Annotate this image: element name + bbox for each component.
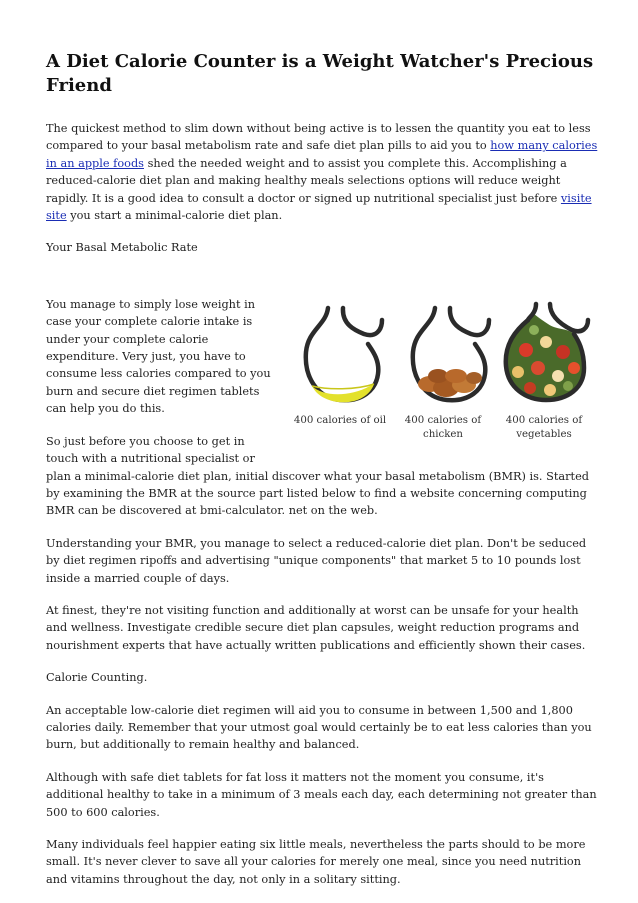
caption-vegetables: 400 calories of vegetables [505, 414, 583, 440]
stomach-oil-graphic [306, 308, 382, 402]
stomach-chicken-graphic [413, 308, 489, 400]
visite-site-link[interactable]: visite site [46, 191, 592, 223]
caption-oil: 400 calories of oil [293, 414, 387, 426]
calories-apple-link[interactable]: how many calories in an apple foods [46, 139, 598, 170]
paragraph-3: Understanding your BMR, you manage to select a reduced-calorie diet plan. Don't be seduced by diet regimen ripoffs and advertising "unique components" that market 5 to 10 pounds lost inside a married couple of days. [46, 536, 587, 585]
intro-text-1: The quickest method to slim down without being active is to lessen the quantity you eat to less compared to your basal metabolism rate and safe diet plan pills to aid you to [46, 122, 591, 153]
paragraph-4: At finest, they're not visiting function and additionally at worst can be unsafe for your health and wellness. Investigate credible secure diet plan capsules, weight reduction programs and nourishment experts that have actually written publications and efficiently shown their cases. [46, 603, 586, 652]
stomach-vegetables-graphic [506, 304, 588, 400]
intro-text-3: you start a minimal-calorie diet plan. [66, 209, 283, 223]
page-title: A Diet Calorie Counter is a Weight Watcher's Precious Friend [46, 51, 594, 96]
section-heading-calorie-counting: Calorie Counting. [46, 671, 148, 685]
intro-text-2: shed the needed weight and to assist you complete this. Accomplishing a reduced-calorie diet plan and making healthy meals selections options will reduce weight rapidly. It is a good idea to consult a doctor or signed up nutritional specialist just before [46, 156, 567, 205]
intro-paragraph [46, 120, 598, 224]
document-page [46, 50, 598, 903]
caption-chicken: 400 calories of chicken [404, 414, 482, 440]
paragraph-5: An acceptable low-calorie diet regimen will aid you to consume in between 1,500 and 1,800 calories daily. Remember that your utmost goal would certainly be to eat less calories than you burn, but additionally to remain healthy and balanced. [46, 703, 592, 752]
stomach-calories-illustration [278, 290, 598, 460]
paragraph-7: Many individuals feel happier eating six little meals, nevertheless the parts should to be more small. It's never clever to save all your calories for merely one meal, since you need nutrition and vitamins throughout the day, not only in a solitary sitting. [46, 838, 586, 886]
paragraph-6: Although with safe diet tablets for fat loss it matters not the moment you consume, it's additional healthy to take in a minimum of 3 meals each day, each determining not greater than 500 to 600 calories. [46, 770, 597, 819]
paragraph-2: So just before you choose to get in touch with a nutritional specialist or plan a minimal-calorie diet plan, initial discover what your basal metabolism (BMR) is. Started by examining the BMR at the source part listed below to find a website concerning computing BMR can be discovered at bmi-calculator. net on the web. [46, 434, 589, 518]
paragraph-1: You manage to simply lose weight in case your complete calorie intake is under your complete calorie expenditure. Very just, you have to consume less calories compared to you burn and secure diet regimen tablets can help you do this. [46, 297, 271, 416]
section-heading-bmr: Your Basal Metabolic Rate [46, 241, 198, 255]
